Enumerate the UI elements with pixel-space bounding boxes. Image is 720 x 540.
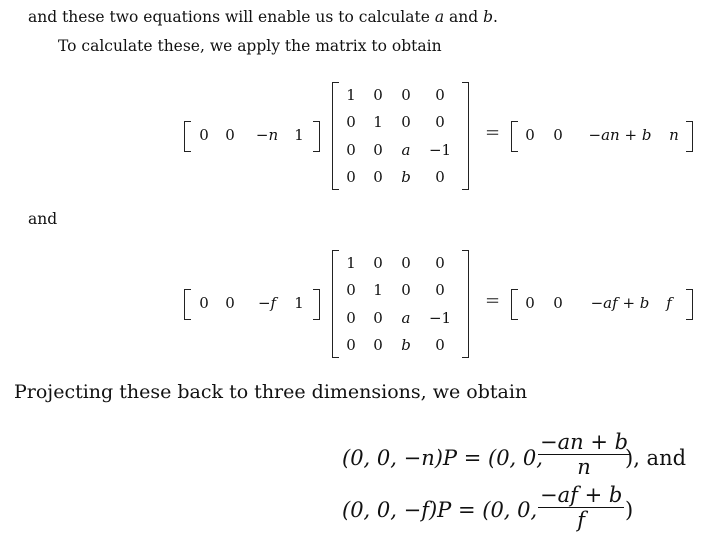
projection-2-fraction	[538, 483, 624, 532]
result-vector-2-cell: 0	[525, 294, 535, 312]
projecting-sentence: Projecting these back to three dimensions, we obtain	[14, 381, 528, 403]
row-vector-1-cell: −n	[255, 126, 279, 144]
matrix-2-cell: 0	[435, 281, 445, 299]
row-vector-2-cell: −f	[257, 294, 277, 312]
equals-sign-2: =	[485, 290, 501, 311]
matrix-1-cell: 1	[346, 86, 356, 104]
result-vector-1-cell: −an + b	[588, 126, 652, 144]
matrix-1-cell: 0	[346, 141, 356, 159]
row-vector-1-cell: 0	[199, 126, 209, 144]
result-vector-2-cell: f	[666, 294, 672, 312]
matrix-1-cell: 0	[435, 86, 445, 104]
var-a: a	[434, 8, 445, 26]
intro-sentence	[28, 8, 498, 26]
matrix-2-cell: 0	[346, 281, 356, 299]
result-vector-1-right-bracket	[686, 121, 693, 152]
row-vector-2-cell: 0	[225, 294, 235, 312]
matrix-1-cell: 0	[435, 113, 445, 131]
and-label: and	[28, 210, 58, 228]
matrix-2-cell: 1	[346, 254, 356, 272]
matrix-2-right-bracket	[462, 250, 469, 358]
matrix-1-cell: 0	[401, 86, 411, 104]
projection-2-tail: )	[625, 498, 634, 522]
var-b: b	[483, 8, 494, 26]
matrix-2-cell: b	[401, 336, 411, 354]
matrix-1-cell: 0	[435, 168, 445, 186]
matrix-2-cell: 0	[373, 254, 383, 272]
projection-1-lhs: (0, 0, −n)P = (0, 0,	[342, 446, 543, 470]
matrix-2-cell: 0	[401, 254, 411, 272]
matrix-1-cell: 0	[373, 86, 383, 104]
matrix-1-cell: 0	[373, 141, 383, 159]
matrix-2-cell: 1	[373, 281, 383, 299]
matrix-1-cell: 0	[373, 168, 383, 186]
row-vector-2-cell: 1	[294, 294, 304, 312]
result-vector-2-right-bracket	[686, 289, 693, 320]
projection-1-numerator: −an + b	[540, 430, 629, 454]
matrix-2-cell: a	[401, 309, 411, 327]
result-vector-2-cell: 0	[553, 294, 563, 312]
projection-1-denominator: n	[577, 455, 591, 479]
intro-and: and	[444, 8, 484, 26]
intro-period: .	[493, 8, 498, 26]
matrix-1-cell: b	[401, 168, 411, 186]
projection-2-lhs: (0, 0, −f)P = (0, 0,	[342, 498, 538, 522]
row-vector-2-right-bracket	[313, 289, 320, 320]
projection-2-numerator: −af + b	[540, 483, 623, 507]
matrix-2-cell: 0	[346, 309, 356, 327]
intro-text: and these two equations will enable us to calculate	[28, 8, 435, 26]
matrix-2-cell: 0	[435, 254, 445, 272]
matrix-2-cell: 0	[373, 336, 383, 354]
matrix-1-cell: 0	[346, 168, 356, 186]
projection-2-denominator: f	[577, 508, 586, 532]
result-vector-1-cell: 0	[553, 126, 563, 144]
matrix-2-cell: 0	[346, 336, 356, 354]
result-vector-1-cell: 0	[525, 126, 535, 144]
projection-1-tail: ), and	[625, 446, 687, 470]
matrix-2-cell: 0	[435, 336, 445, 354]
row-vector-1-cell: 0	[225, 126, 235, 144]
row-vector-2-cell: 0	[199, 294, 209, 312]
projection-1-fraction	[538, 430, 630, 479]
result-vector-2-cell: −af + b	[590, 294, 650, 312]
result-vector-1-cell: n	[669, 126, 679, 144]
matrix-1-cell: 1	[373, 113, 383, 131]
row-vector-1-right-bracket	[313, 121, 320, 152]
matrix-2-cell: 0	[373, 309, 383, 327]
matrix-1-right-bracket	[462, 82, 469, 190]
row-vector-1-cell: 1	[294, 126, 304, 144]
matrix-2-cell: 0	[401, 281, 411, 299]
matrix-1-cell: a	[401, 141, 411, 159]
matrix-2-cell: −1	[428, 309, 452, 327]
calc-sentence: To calculate these, we apply the matrix to obtain	[58, 37, 442, 55]
matrix-1-cell: 0	[401, 113, 411, 131]
matrix-1-cell: −1	[428, 141, 452, 159]
equals-sign-1: =	[485, 122, 501, 143]
matrix-1-cell: 0	[346, 113, 356, 131]
